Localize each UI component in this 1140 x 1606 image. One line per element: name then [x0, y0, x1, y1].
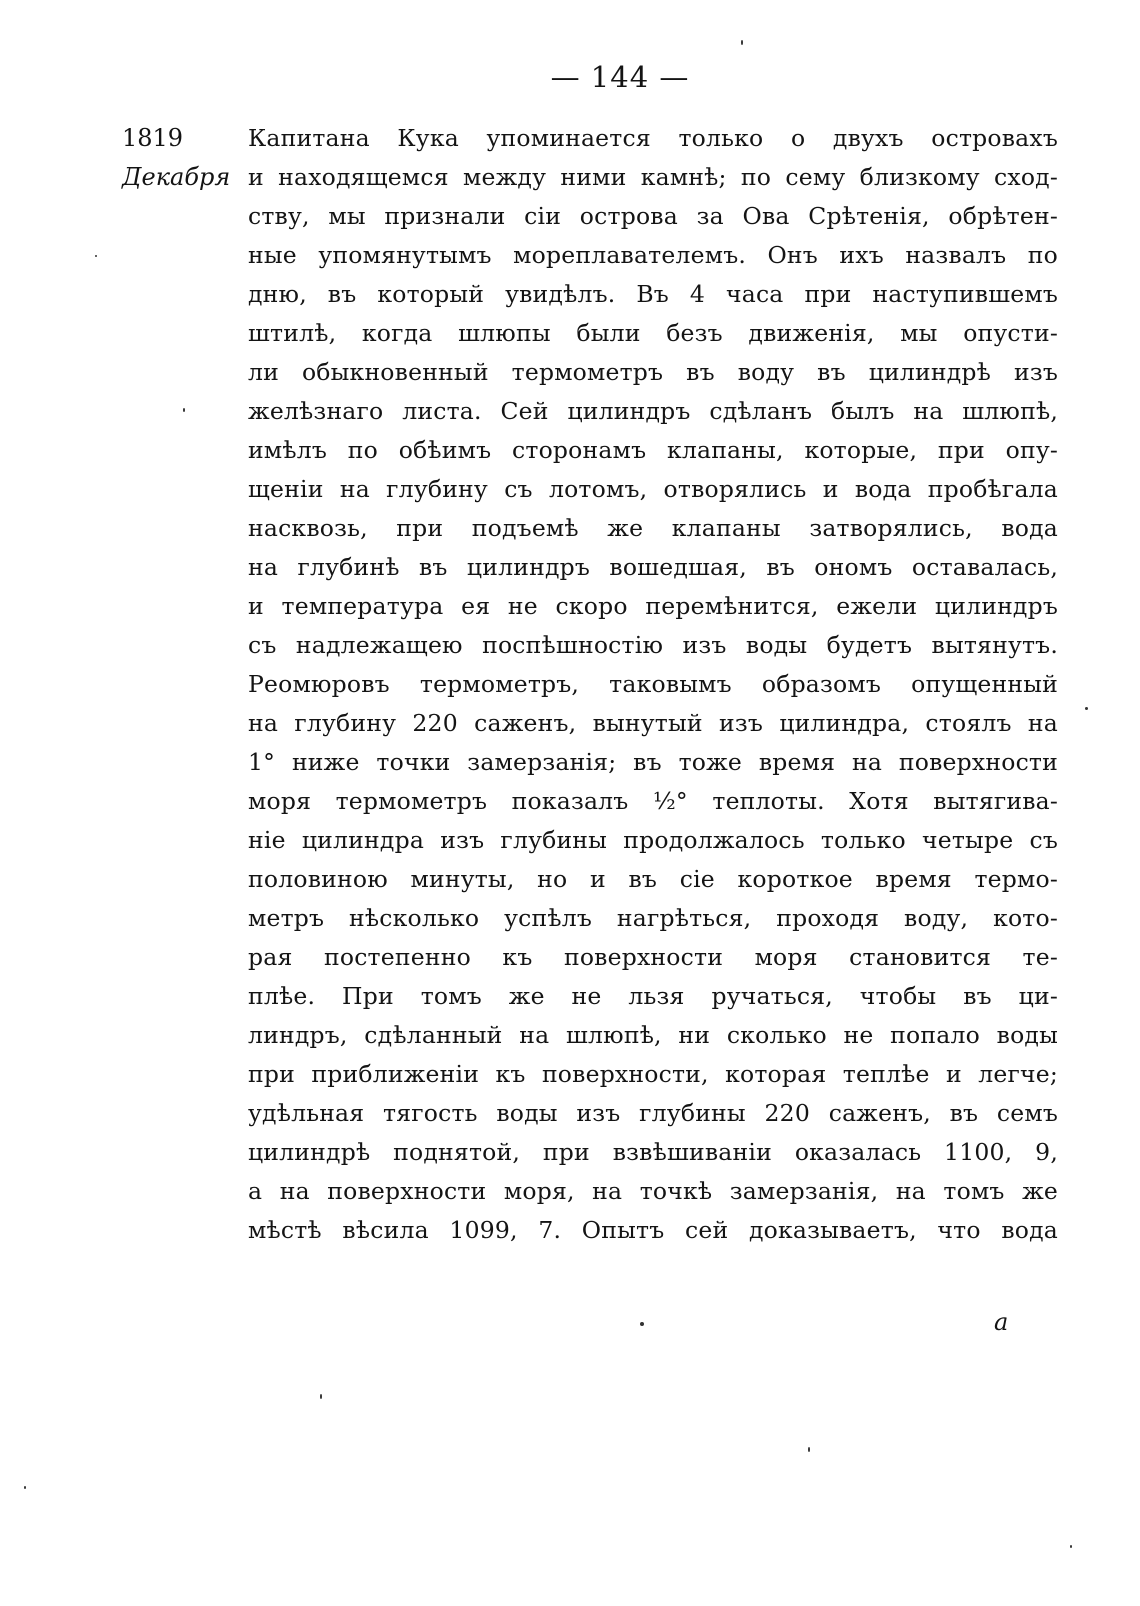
- text-line: имѣлъ по обѣимъ сторонамъ клапаны, которые, при опу-: [248, 436, 1058, 464]
- text-line: насквозь, при подъемѣ же клапаны затворялись, вода: [248, 514, 1058, 542]
- text-line: штилѣ, когда шлюпы были безъ движенія, мы опусти-: [248, 319, 1058, 347]
- text-line: Капитана Кука упоминается только о двухъ островахъ: [248, 124, 1058, 152]
- text-line: удѣльная тягость воды изъ глубины 220 саженъ, въ семъ: [248, 1099, 1058, 1127]
- margin-year: 1819: [122, 124, 184, 152]
- scan-speck: [741, 40, 743, 45]
- text-line: дню, въ который увидѣлъ. Въ 4 часа при наступившемъ: [248, 280, 1058, 308]
- text-line: ные упомянутымъ мореплавателемъ. Онъ ихъ назвалъ по: [248, 241, 1058, 269]
- catchword: a: [994, 1308, 1009, 1336]
- text-line: на глубину 220 саженъ, вынутый изъ цилиндра, стоялъ на: [248, 709, 1058, 737]
- scan-speck: [24, 1486, 26, 1489]
- scan-speck: [320, 1394, 322, 1399]
- scan-speck: [640, 1322, 644, 1326]
- text-line: и находящемся между ними камнѣ; по сему близкому сход-: [248, 163, 1058, 191]
- scan-speck: [1085, 707, 1088, 710]
- text-line: съ надлежащею поспѣшностію изъ воды будетъ вытянутъ.: [248, 631, 1058, 659]
- text-line: цилиндрѣ поднятой, при взвѣшиваніи оказалась 1100, 9,: [248, 1138, 1058, 1166]
- text-line: линдръ, сдѣланный на шлюпѣ, ни сколько не попало воды: [248, 1021, 1058, 1049]
- text-line: ству, мы признали сіи острова за Ова Срѣтенія, обрѣтен-: [248, 202, 1058, 230]
- text-line: моря термометръ показалъ ½° теплоты. Хотя вытягива-: [248, 787, 1058, 815]
- scan-speck: [95, 255, 97, 257]
- text-line: плѣе. При томъ же не льзя ручаться, чтобы въ ци-: [248, 982, 1058, 1010]
- margin-month: Декабря: [122, 163, 231, 191]
- text-line: щеніи на глубину съ лотомъ, отворялись и вода пробѣгала: [248, 475, 1058, 503]
- text-line: ніе цилиндра изъ глубины продолжалось только четыре съ: [248, 826, 1058, 854]
- scan-speck: [183, 408, 185, 412]
- text-line: ли обыкновенный термометръ въ воду въ цилиндрѣ изъ: [248, 358, 1058, 386]
- text-line: и температура ея не скоро перемѣнится, ежели цилиндръ: [248, 592, 1058, 620]
- text-line: метръ нѣсколько успѣлъ нагрѣться, проходя воду, кото-: [248, 904, 1058, 932]
- text-line: желѣзнаго листа. Сей цилиндръ сдѣланъ былъ на шлюпѣ,: [248, 397, 1058, 425]
- text-line: рая постепенно къ поверхности моря становится те-: [248, 943, 1058, 971]
- text-line: а на поверхности моря, на точкѣ замерзанія, на томъ же: [248, 1177, 1058, 1205]
- text-line: на глубинѣ въ цилиндръ вошедшая, въ ономъ оставалась,: [248, 553, 1058, 581]
- page-number: — 144 —: [550, 60, 690, 94]
- text-line: половиною минуты, но и въ сіе короткое время термо-: [248, 865, 1058, 893]
- scan-speck: [1070, 1545, 1072, 1548]
- scan-speck: [808, 1447, 810, 1452]
- text-line: Реомюровъ термометръ, таковымъ образомъ опущенный: [248, 670, 1058, 698]
- body-text: [248, 119, 1058, 1250]
- text-line: при приближеніи къ поверхности, которая теплѣе и легче;: [248, 1060, 1058, 1088]
- text-line: мѣстѣ вѣсила 1099, 7. Опытъ сей доказываетъ, что вода: [248, 1216, 1058, 1244]
- text-line: 1° ниже точки замерзанія; въ тоже время на поверхности: [248, 748, 1058, 776]
